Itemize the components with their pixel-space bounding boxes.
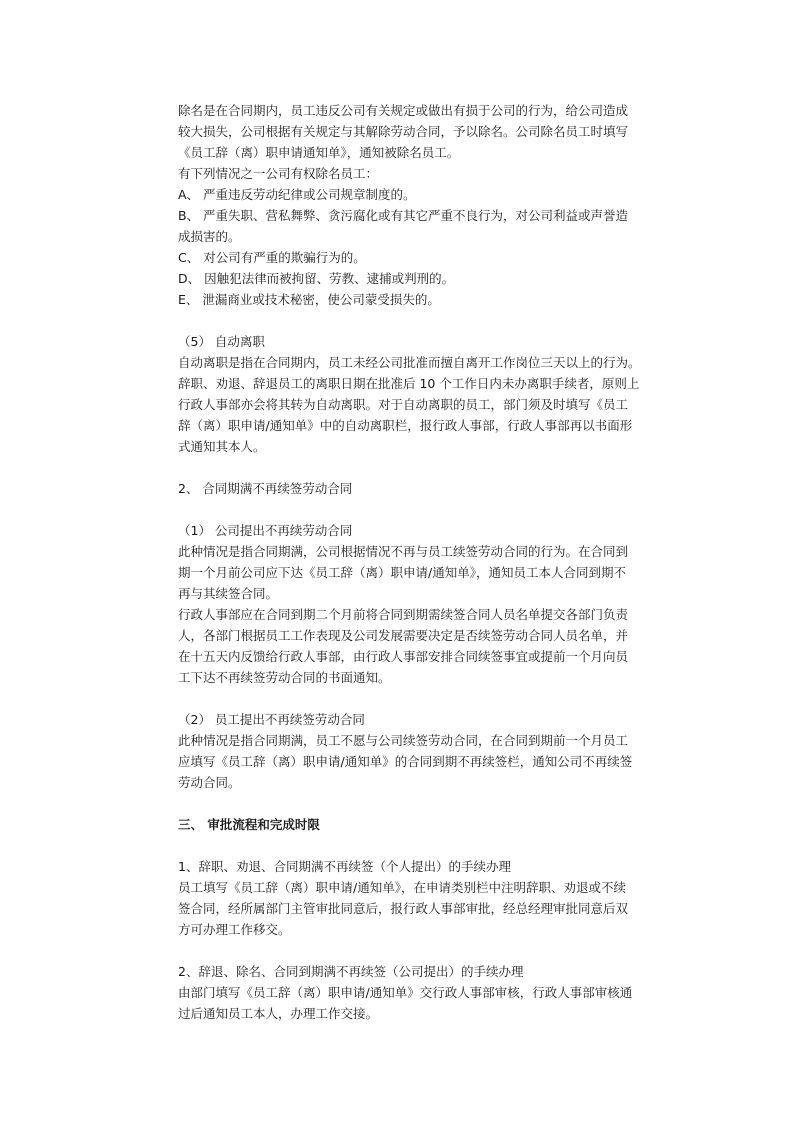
- spacer: [178, 793, 618, 814]
- text-line: 辞职、劝退、辞退员工的离职日期在批准后 10 个工作日内未办离职手续者，原则上: [178, 376, 640, 391]
- list-item: A、 严重违反劳动纪律或公司规章制度的。: [178, 187, 416, 202]
- text-line: 有下列情况之一公司有权除名员工：: [178, 166, 379, 181]
- text-line: 行政人事部亦会将其转为自动离职。对于自动离职的员工，部门须及时填写《员工: [178, 397, 629, 412]
- company-non-renewal-paragraph: [178, 541, 629, 688]
- spacer: [178, 457, 618, 478]
- spacer: [178, 688, 618, 709]
- subsection-title: （2） 员工提出不再续签劳动合同: [178, 712, 365, 727]
- subsection-title: （5） 自动离职: [178, 334, 265, 349]
- list-item: C、 对公司有严重的欺骗行为的。: [178, 250, 366, 265]
- list-item: D、 因触犯法律而被拘留、劳教、逮捕或判刑的。: [178, 271, 455, 286]
- text-line: 由部门填写《员工辞（离）职申请/通知单》交行政人事部审核，行政人事部审核通: [178, 985, 633, 1000]
- text-line: 签合同，经所属部门主管审批同意后，报行政人事部审批，经总经理审批同意后双: [178, 901, 629, 916]
- text-line: 员工填写《员工辞（离）职申请/通知单》，在申请类别栏中注明辞职、劝退或不续: [178, 880, 626, 895]
- spacer: [178, 940, 618, 961]
- text-line: 再与其续签合同。: [178, 586, 279, 601]
- text-line: 辞（离）职申请/通知单》中的自动离职栏，报行政人事部，行政人事部再以书面形: [178, 418, 633, 433]
- text-line: 工下达不再续签劳动合同的书面通知。: [178, 670, 391, 685]
- text-line: 过后通知员工本人，办理工作交接。: [178, 1006, 379, 1021]
- procedure-1-paragraph: [178, 877, 629, 940]
- employee-non-renewal-paragraph: [178, 730, 633, 793]
- section-title: 2、 合同期满不再续签劳动合同: [178, 481, 353, 496]
- subsection-title: （1） 公司提出不再续劳动合同: [178, 523, 353, 538]
- spacer: [178, 310, 618, 331]
- text-line: 劳动合同。: [178, 775, 241, 790]
- text-line: 在十五天内反馈给行政人事部，由行政人事部安排合同续签事宜或提前一个月向员: [178, 649, 629, 664]
- procedure-title: 1、辞职、劝退、合同期满不再续签（个人提出）的手续办理: [178, 859, 511, 874]
- text-line: 成损害的。: [178, 229, 241, 244]
- text-line: 期一个月前公司应下达《员工辞（离）职申请/通知单》，通知员工本人合同到期不: [178, 565, 626, 580]
- text-line: 较大损失，公司根据有关规定与其解除劳动合同，予以除名。公司除名员工时填写: [178, 124, 629, 139]
- text-line: 应填写《员工辞（离）职申请/通知单》的合同到期不再续签栏，通知公司不再续签: [178, 754, 633, 769]
- text-line: 此种情况是指合同期满，员工不愿与公司续签劳动合同，在合同到期前一个月员工: [178, 733, 629, 748]
- procedure-title: 2、辞退、除名、合同到期满不再续签（公司提出）的手续办理: [178, 964, 524, 979]
- text-line: 式通知其本人。: [178, 439, 266, 454]
- document-page: [178, 100, 641, 1024]
- list-item: E、 泄漏商业或技术秘密，使公司蒙受损失的。: [178, 292, 440, 307]
- text-line: 自动离职是指在合同期内，员工未经公司批准而擅自离开工作岗位三天以上的行为。: [178, 355, 641, 370]
- text-line: 此种情况是指合同期满，公司根据情况不再与员工续签劳动合同的行为。在合同到: [178, 544, 629, 559]
- text-line: 行政人事部应在合同到期二个月前将合同到期需续签合同人员名单提交各部门负责: [178, 607, 629, 622]
- procedure-2-paragraph: [178, 982, 633, 1024]
- spacer: [178, 835, 618, 856]
- self-leave-paragraph: [178, 352, 641, 457]
- text-line: 人，各部门根据员工工作表现及公司发展需要决定是否续签劳动合同人员名单，并: [178, 628, 629, 643]
- text-line: 方可办理工作移交。: [178, 922, 291, 937]
- dismissal-paragraph: [178, 100, 629, 310]
- list-item: B、 严重失职、营私舞弊、贪污腐化或有其它严重不良行为，对公司利益或声誉造: [178, 208, 629, 223]
- section-heading: 三、 审批流程和完成时限: [178, 817, 320, 832]
- spacer: [178, 499, 618, 520]
- text-line: 除名是在合同期内，员工违反公司有关规定或做出有损于公司的行为，给公司造成: [178, 103, 629, 118]
- text-line: 《员工辞（离）职申请通知单》，通知被除名员工。: [178, 145, 460, 160]
